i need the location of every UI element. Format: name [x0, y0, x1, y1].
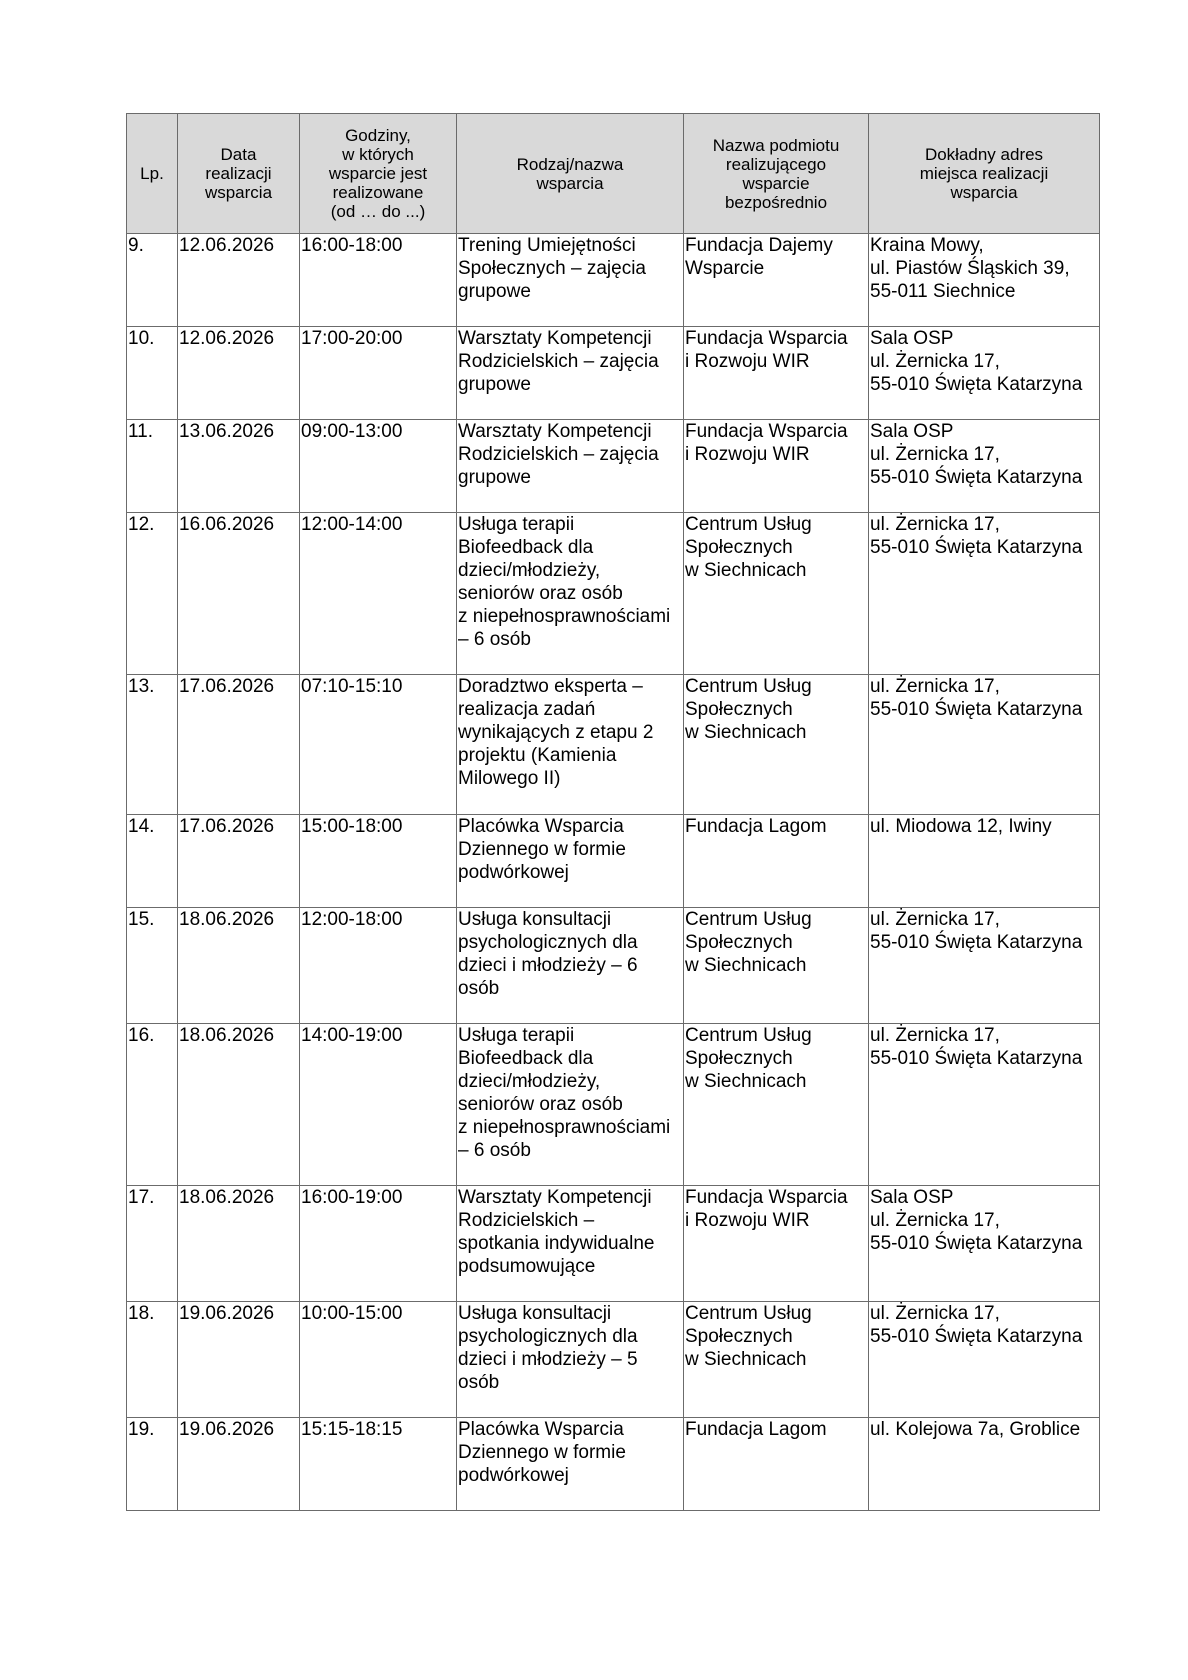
- cell-support-type: Usługa konsultacji psychologicznych dla dzieci i młodzieży – 6 osób: [457, 908, 684, 1024]
- cell-support-type: Doradztwo eksperta – realizacja zadań wynikających z etapu 2 projektu (Kamienia Milowego II): [457, 675, 684, 815]
- cell-hours: 14:00-19:00: [300, 1024, 457, 1186]
- cell-hours: 15:00-18:00: [300, 815, 457, 908]
- table-row: [127, 1186, 1100, 1302]
- table-row: [127, 234, 1100, 327]
- cell-lp: 11.: [127, 420, 178, 513]
- table-body: [127, 234, 1100, 1511]
- cell-address: ul. Kolejowa 7a, Groblice: [869, 1418, 1100, 1511]
- cell-provider: Centrum Usług Społecznych w Siechnicach: [684, 675, 869, 815]
- cell-date: 12.06.2026: [178, 234, 300, 327]
- cell-lp: 10.: [127, 327, 178, 420]
- cell-hours: 07:10-15:10: [300, 675, 457, 815]
- cell-address: ul. Żernicka 17, 55-010 Święta Katarzyna: [869, 675, 1100, 815]
- cell-provider: Fundacja Lagom: [684, 1418, 869, 1511]
- cell-date: 16.06.2026: [178, 513, 300, 675]
- table-row: [127, 513, 1100, 675]
- cell-support-type: Placówka Wsparcia Dziennego w formie podwórkowej: [457, 815, 684, 908]
- cell-provider: Fundacja Dajemy Wsparcie: [684, 234, 869, 327]
- cell-lp: 16.: [127, 1024, 178, 1186]
- cell-support-type: Usługa terapii Biofeedback dla dzieci/młodzieży, seniorów oraz osób z niepełnosprawnościami – 6 osób: [457, 513, 684, 675]
- header-hours: Godziny, w których wsparcie jest realizowane (od … do ...): [300, 114, 457, 234]
- cell-address: ul. Miodowa 12, Iwiny: [869, 815, 1100, 908]
- cell-address: ul. Żernicka 17, 55-010 Święta Katarzyna: [869, 1302, 1100, 1418]
- cell-support-type: Warsztaty Kompetencji Rodzicielskich – spotkania indywidualne podsumowujące: [457, 1186, 684, 1302]
- cell-support-type: Usługa konsultacji psychologicznych dla dzieci i młodzieży – 5 osób: [457, 1302, 684, 1418]
- cell-address: Kraina Mowy, ul. Piastów Śląskich 39, 55-011 Siechnice: [869, 234, 1100, 327]
- cell-hours: 09:00-13:00: [300, 420, 457, 513]
- header-lp: Lp.: [127, 114, 178, 234]
- cell-hours: 16:00-19:00: [300, 1186, 457, 1302]
- header-provider: Nazwa podmiotu realizującego wsparcie bezpośrednio: [684, 114, 869, 234]
- cell-lp: 13.: [127, 675, 178, 815]
- cell-date: 12.06.2026: [178, 327, 300, 420]
- cell-address: ul. Żernicka 17, 55-010 Święta Katarzyna: [869, 513, 1100, 675]
- table-row: [127, 815, 1100, 908]
- header-row: [127, 114, 1100, 234]
- table-row: [127, 908, 1100, 1024]
- cell-provider: Fundacja Lagom: [684, 815, 869, 908]
- table-row: [127, 327, 1100, 420]
- cell-address: ul. Żernicka 17, 55-010 Święta Katarzyna: [869, 908, 1100, 1024]
- cell-lp: 14.: [127, 815, 178, 908]
- cell-address: Sala OSP ul. Żernicka 17, 55-010 Święta Katarzyna: [869, 327, 1100, 420]
- support-schedule-table: [126, 113, 1100, 1511]
- cell-date: 18.06.2026: [178, 1024, 300, 1186]
- table-row: [127, 675, 1100, 815]
- cell-lp: 17.: [127, 1186, 178, 1302]
- cell-address: Sala OSP ul. Żernicka 17, 55-010 Święta Katarzyna: [869, 1186, 1100, 1302]
- cell-lp: 9.: [127, 234, 178, 327]
- cell-support-type: Warsztaty Kompetencji Rodzicielskich – zajęcia grupowe: [457, 420, 684, 513]
- header-date: Data realizacji wsparcia: [178, 114, 300, 234]
- cell-date: 17.06.2026: [178, 675, 300, 815]
- cell-provider: Centrum Usług Społecznych w Siechnicach: [684, 1302, 869, 1418]
- cell-provider: Fundacja Wsparcia i Rozwoju WIR: [684, 1186, 869, 1302]
- table-row: [127, 1302, 1100, 1418]
- cell-date: 19.06.2026: [178, 1302, 300, 1418]
- cell-date: 18.06.2026: [178, 1186, 300, 1302]
- cell-hours: 12:00-14:00: [300, 513, 457, 675]
- table-row: [127, 1024, 1100, 1186]
- cell-provider: Centrum Usług Społecznych w Siechnicach: [684, 908, 869, 1024]
- cell-lp: 12.: [127, 513, 178, 675]
- cell-hours: 12:00-18:00: [300, 908, 457, 1024]
- cell-hours: 10:00-15:00: [300, 1302, 457, 1418]
- table-row: [127, 420, 1100, 513]
- cell-address: Sala OSP ul. Żernicka 17, 55-010 Święta Katarzyna: [869, 420, 1100, 513]
- cell-provider: Centrum Usług Społecznych w Siechnicach: [684, 513, 869, 675]
- cell-support-type: Trening Umiejętności Społecznych – zajęcia grupowe: [457, 234, 684, 327]
- cell-date: 18.06.2026: [178, 908, 300, 1024]
- cell-support-type: Warsztaty Kompetencji Rodzicielskich – zajęcia grupowe: [457, 327, 684, 420]
- cell-provider: Centrum Usług Społecznych w Siechnicach: [684, 1024, 869, 1186]
- cell-date: 13.06.2026: [178, 420, 300, 513]
- table-row: [127, 1418, 1100, 1511]
- cell-provider: Fundacja Wsparcia i Rozwoju WIR: [684, 420, 869, 513]
- cell-address: ul. Żernicka 17, 55-010 Święta Katarzyna: [869, 1024, 1100, 1186]
- cell-lp: 19.: [127, 1418, 178, 1511]
- header-address: Dokładny adres miejsca realizacji wsparcia: [869, 114, 1100, 234]
- cell-provider: Fundacja Wsparcia i Rozwoju WIR: [684, 327, 869, 420]
- cell-support-type: Usługa terapii Biofeedback dla dzieci/młodzieży, seniorów oraz osób z niepełnosprawnościami – 6 osób: [457, 1024, 684, 1186]
- cell-date: 17.06.2026: [178, 815, 300, 908]
- cell-support-type: Placówka Wsparcia Dziennego w formie podwórkowej: [457, 1418, 684, 1511]
- header-support-type: Rodzaj/nazwa wsparcia: [457, 114, 684, 234]
- cell-hours: 16:00-18:00: [300, 234, 457, 327]
- cell-hours: 15:15-18:15: [300, 1418, 457, 1511]
- cell-date: 19.06.2026: [178, 1418, 300, 1511]
- cell-lp: 18.: [127, 1302, 178, 1418]
- table-header: [127, 114, 1100, 234]
- cell-hours: 17:00-20:00: [300, 327, 457, 420]
- cell-lp: 15.: [127, 908, 178, 1024]
